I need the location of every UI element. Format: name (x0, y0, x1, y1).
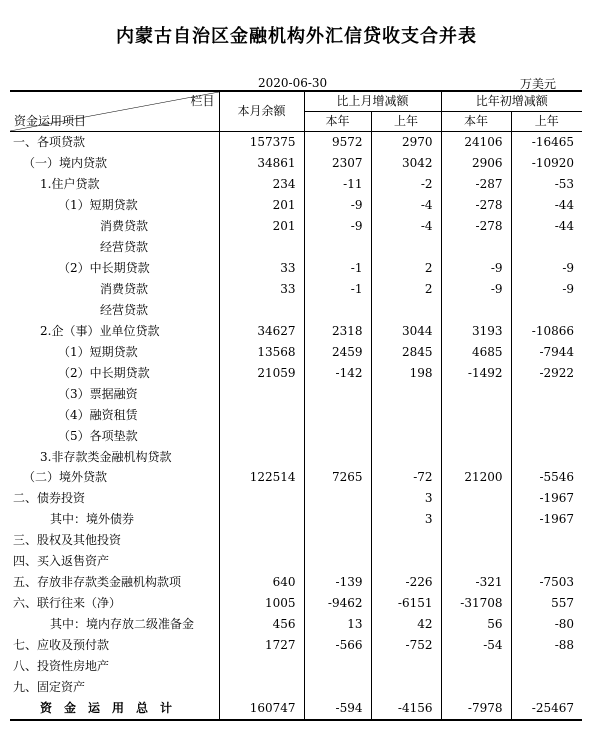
cell-start-last-year: -25467 (511, 698, 582, 720)
row-label-text: （2）中长期贷款 (58, 365, 150, 380)
cell-start-this-year: -278 (441, 216, 511, 237)
cell-month-this-year: 2307 (304, 153, 371, 174)
table-row (10, 384, 582, 405)
cell-balance (219, 426, 304, 447)
cell-month-last-year: 2845 (371, 342, 441, 363)
row-label (10, 405, 219, 426)
cell-start-last-year: -9 (562, 281, 575, 296)
cell-month-last-year: -2 (371, 174, 441, 195)
cell-start-this-year (441, 488, 511, 509)
table-row (10, 530, 582, 551)
table-row (10, 279, 582, 300)
cell-start-this-year (441, 530, 511, 551)
cell-start-last-year: -7944 (539, 344, 575, 359)
cell-month-last-year: -6151 (371, 593, 441, 614)
row-label (10, 551, 219, 572)
table-row (10, 551, 582, 572)
cell-month-this-year (304, 384, 371, 405)
row-label-text: 2.企（事）业单位贷款 (40, 323, 160, 338)
row-label (10, 300, 219, 321)
report-unit: 万美元 (520, 77, 557, 91)
cell-month-this-year (304, 509, 371, 530)
cell-start-last-year: -1967 (539, 512, 575, 527)
cell-balance: 33 (219, 258, 304, 279)
table-row (10, 468, 582, 489)
row-label-text: 九、固定资产 (13, 680, 86, 695)
cell-month-this-year: 2459 (304, 342, 371, 363)
cell-start-last-year (511, 405, 582, 426)
cell-start-last-year (511, 447, 582, 468)
table-row (10, 132, 582, 153)
cell-month-this-year: -9 (304, 216, 371, 237)
cell-balance: 13568 (219, 342, 304, 363)
row-label-text: （一）境内贷款 (23, 155, 108, 170)
cell-month-this-year (304, 530, 371, 551)
cell-balance (219, 384, 304, 405)
cell-balance: 160747 (219, 698, 304, 720)
row-label (10, 132, 219, 153)
cell-start-last-year: -5546 (539, 470, 575, 485)
row-label-text: 七、应收及预付款 (13, 638, 110, 653)
table-row (10, 593, 582, 614)
cell-start-this-year (441, 656, 511, 677)
cell-month-this-year: 7265 (304, 468, 371, 489)
cell-start-this-year (441, 300, 511, 321)
table-row (10, 656, 582, 677)
cell-month-last-year (371, 656, 441, 677)
table-row (10, 216, 582, 237)
cell-start-this-year: 21200 (441, 468, 511, 489)
cell-start-this-year: 2906 (441, 153, 511, 174)
cell-balance (219, 656, 304, 677)
cell-start-last-year (511, 677, 582, 698)
cell-month-last-year: 2 (371, 279, 441, 300)
cell-month-this-year: -11 (304, 174, 371, 195)
row-label-text: 二、债券投资 (13, 491, 86, 506)
row-label-text: 3.非存款类金融机构贷款 (40, 449, 172, 464)
cell-balance: 234 (219, 174, 304, 195)
cell-month-last-year (371, 677, 441, 698)
cell-month-this-year (304, 447, 371, 468)
table-row (10, 635, 582, 656)
cell-month-this-year (304, 426, 371, 447)
row-label-text: 消费贷款 (100, 218, 149, 233)
cell-start-last-year: -7503 (539, 575, 575, 590)
credit-balance-table (10, 90, 582, 721)
cell-month-last-year (371, 426, 441, 447)
row-label-text: （二）境外贷款 (23, 470, 108, 485)
cell-start-this-year: -321 (441, 572, 511, 593)
cell-start-last-year (511, 384, 582, 405)
cell-month-last-year: 3 (371, 509, 441, 530)
cell-month-last-year: -226 (371, 572, 441, 593)
cell-month-this-year: -142 (304, 363, 371, 384)
cell-month-this-year: 13 (304, 614, 371, 635)
row-label (10, 174, 219, 195)
cell-month-this-year: -1 (304, 279, 371, 300)
cell-month-this-year (304, 237, 371, 258)
row-label (10, 509, 219, 530)
cell-month-this-year: -139 (304, 572, 371, 593)
cell-start-this-year (441, 237, 511, 258)
cell-balance: 1005 (219, 593, 304, 614)
cell-month-this-year: 9572 (304, 132, 371, 153)
cell-month-last-year (371, 405, 441, 426)
cell-balance (219, 237, 304, 258)
cell-month-this-year (304, 300, 371, 321)
cell-start-this-year: -9 (441, 279, 511, 300)
row-label-text: （2）中长期贷款 (58, 260, 150, 275)
row-label (10, 153, 219, 174)
row-label-text: 经营贷款 (100, 302, 149, 317)
cell-start-this-year: 56 (441, 614, 511, 635)
table-row (10, 342, 582, 363)
cell-month-last-year (371, 551, 441, 572)
table-row (10, 258, 582, 279)
cell-start-last-year (511, 656, 582, 677)
row-label (10, 677, 219, 698)
cell-start-this-year: -7978 (441, 698, 511, 720)
row-label (10, 384, 219, 405)
table-row (10, 614, 582, 635)
row-label (10, 530, 219, 551)
row-label (10, 635, 219, 656)
cell-balance (219, 509, 304, 530)
cell-month-last-year: -4 (371, 216, 441, 237)
row-label-text: （5）各项垫款 (58, 428, 138, 443)
row-label-text: 消费贷款 (100, 281, 149, 296)
cell-start-last-year (511, 551, 582, 572)
cell-start-this-year (441, 447, 511, 468)
cell-start-last-year: 557 (551, 596, 575, 611)
cell-start-last-year: -53 (554, 176, 575, 191)
cell-month-this-year: -594 (304, 698, 371, 720)
row-label (10, 216, 219, 237)
cell-balance: 21059 (219, 363, 304, 384)
cell-balance: 456 (219, 614, 304, 635)
row-label (10, 656, 219, 677)
cell-month-last-year (371, 530, 441, 551)
cell-start-this-year: -31708 (441, 593, 511, 614)
row-label-text: 一、各项贷款 (13, 134, 86, 149)
row-label (10, 363, 219, 384)
row-label-text: 其中：境内存放二级准备金 (50, 617, 195, 632)
cell-start-last-year: -1967 (539, 491, 575, 506)
row-label (10, 593, 219, 614)
cell-month-last-year: 3044 (371, 321, 441, 342)
cell-start-last-year (511, 300, 582, 321)
cell-month-this-year (304, 488, 371, 509)
header-this-year-start: 本年 (441, 112, 511, 132)
header-last-year-month: 上年 (371, 112, 441, 132)
table-row (10, 405, 582, 426)
table-body (10, 132, 582, 721)
cell-start-last-year: -44 (554, 197, 575, 212)
cell-start-last-year: -2922 (539, 365, 575, 380)
cell-start-last-year: -80 (554, 617, 575, 632)
cell-month-last-year: 3 (371, 488, 441, 509)
cell-month-last-year: 198 (371, 363, 441, 384)
row-label (10, 698, 219, 720)
row-label (10, 258, 219, 279)
cell-month-this-year (304, 405, 371, 426)
cell-month-last-year: -72 (371, 468, 441, 489)
cell-month-this-year: -9 (304, 195, 371, 216)
cell-start-this-year: 24106 (441, 132, 511, 153)
cell-month-last-year (371, 447, 441, 468)
table-row (10, 488, 582, 509)
row-label (10, 195, 219, 216)
cell-start-last-year (511, 530, 582, 551)
row-label-text: 六、联行往来（净） (13, 596, 122, 611)
cell-balance: 34627 (219, 321, 304, 342)
report-title: 内蒙古自治区金融机构外汇信贷收支合并表 (116, 26, 477, 47)
cell-start-last-year: -88 (554, 638, 575, 653)
cell-balance: 157375 (219, 132, 304, 153)
cell-start-last-year (511, 426, 582, 447)
cell-month-last-year: 42 (371, 614, 441, 635)
row-label (10, 468, 219, 489)
cell-balance: 1727 (219, 635, 304, 656)
row-label (10, 237, 219, 258)
cell-month-this-year: 2318 (304, 321, 371, 342)
header-this-year-month: 本年 (304, 112, 371, 132)
row-label-text: 五、存放非存款类金融机构款项 (13, 575, 182, 590)
cell-month-last-year: 2970 (371, 132, 441, 153)
header-last-year-start: 上年 (511, 112, 582, 132)
cell-balance (219, 300, 304, 321)
table-row (10, 509, 582, 530)
cell-start-this-year (441, 509, 511, 530)
row-label (10, 426, 219, 447)
cell-month-this-year (304, 656, 371, 677)
table-row (10, 237, 582, 258)
row-label-text: 其中：境外债券 (50, 512, 135, 527)
row-label (10, 342, 219, 363)
cell-start-this-year (441, 551, 511, 572)
row-label-text: 经营贷款 (100, 239, 149, 254)
cell-month-last-year: -4156 (371, 698, 441, 720)
cell-start-last-year: -10866 (531, 323, 575, 338)
table-row (10, 363, 582, 384)
table-row (10, 321, 582, 342)
row-label (10, 488, 219, 509)
table-row (10, 174, 582, 195)
table-row (10, 426, 582, 447)
row-label-text: （1）短期贷款 (58, 197, 138, 212)
row-label-text: （4）融资租赁 (58, 407, 138, 422)
table-row (10, 300, 582, 321)
cell-month-last-year: -4 (371, 195, 441, 216)
row-label (10, 447, 219, 468)
cell-balance (219, 488, 304, 509)
row-label-text: （3）票据融资 (58, 386, 138, 401)
header-balance: 本月余额 (219, 91, 304, 132)
cell-start-this-year: -278 (441, 195, 511, 216)
cell-balance (219, 405, 304, 426)
cell-start-this-year (441, 384, 511, 405)
cell-start-this-year (441, 426, 511, 447)
table-row-total (10, 698, 582, 720)
cell-balance (219, 447, 304, 468)
cell-month-last-year: -752 (371, 635, 441, 656)
cell-start-this-year: -1492 (441, 363, 511, 384)
cell-month-this-year (304, 677, 371, 698)
cell-start-this-year: -54 (441, 635, 511, 656)
row-label-text: 1.住户贷款 (40, 176, 100, 191)
cell-start-last-year: -10920 (531, 155, 575, 170)
header-corner-cell (10, 91, 219, 132)
report-date: 2020-06-30 (258, 76, 328, 90)
cell-month-last-year (371, 300, 441, 321)
cell-month-this-year: -566 (304, 635, 371, 656)
header-vs-last-month: 比上月增减额 (304, 91, 441, 112)
row-label (10, 321, 219, 342)
table-row (10, 572, 582, 593)
cell-balance (219, 530, 304, 551)
cell-balance: 201 (219, 216, 304, 237)
table-row (10, 447, 582, 468)
cell-month-last-year (371, 237, 441, 258)
cell-start-last-year: -16465 (511, 132, 582, 153)
cell-start-last-year: -44 (554, 218, 575, 233)
row-label (10, 572, 219, 593)
cell-start-this-year (441, 677, 511, 698)
cell-balance: 33 (219, 279, 304, 300)
table-row (10, 153, 582, 174)
cell-start-this-year: 4685 (441, 342, 511, 363)
row-label-text: 四、买入返售资产 (13, 554, 110, 569)
row-label-text: 三、股权及其他投资 (13, 533, 122, 548)
cell-month-this-year: -9462 (304, 593, 371, 614)
cell-start-this-year: -287 (441, 174, 511, 195)
cell-start-last-year: -9 (562, 260, 575, 275)
cell-month-last-year (371, 384, 441, 405)
cell-start-this-year: -9 (441, 258, 511, 279)
row-label-text: 八、投资性房地产 (13, 659, 110, 674)
cell-month-this-year (304, 551, 371, 572)
cell-month-last-year: 3042 (371, 153, 441, 174)
table-row (10, 677, 582, 698)
cell-month-this-year: -1 (304, 258, 371, 279)
header-corner-bottom: 资金运用项目 (14, 114, 87, 128)
row-label (10, 279, 219, 300)
cell-balance (219, 551, 304, 572)
cell-start-this-year (441, 405, 511, 426)
cell-balance: 122514 (219, 468, 304, 489)
cell-balance: 640 (219, 572, 304, 593)
cell-start-this-year: 3193 (441, 321, 511, 342)
cell-start-last-year (511, 237, 582, 258)
header-vs-year-start: 比年初增减额 (441, 91, 582, 112)
table-row (10, 195, 582, 216)
row-label-text: 资金运用总计 (40, 701, 185, 716)
cell-month-last-year: 2 (371, 258, 441, 279)
header-corner-top: 栏目 (190, 94, 215, 108)
cell-balance (219, 677, 304, 698)
row-label-text: （1）短期贷款 (58, 344, 138, 359)
cell-balance: 201 (219, 195, 304, 216)
cell-balance: 34861 (219, 153, 304, 174)
row-label (10, 614, 219, 635)
